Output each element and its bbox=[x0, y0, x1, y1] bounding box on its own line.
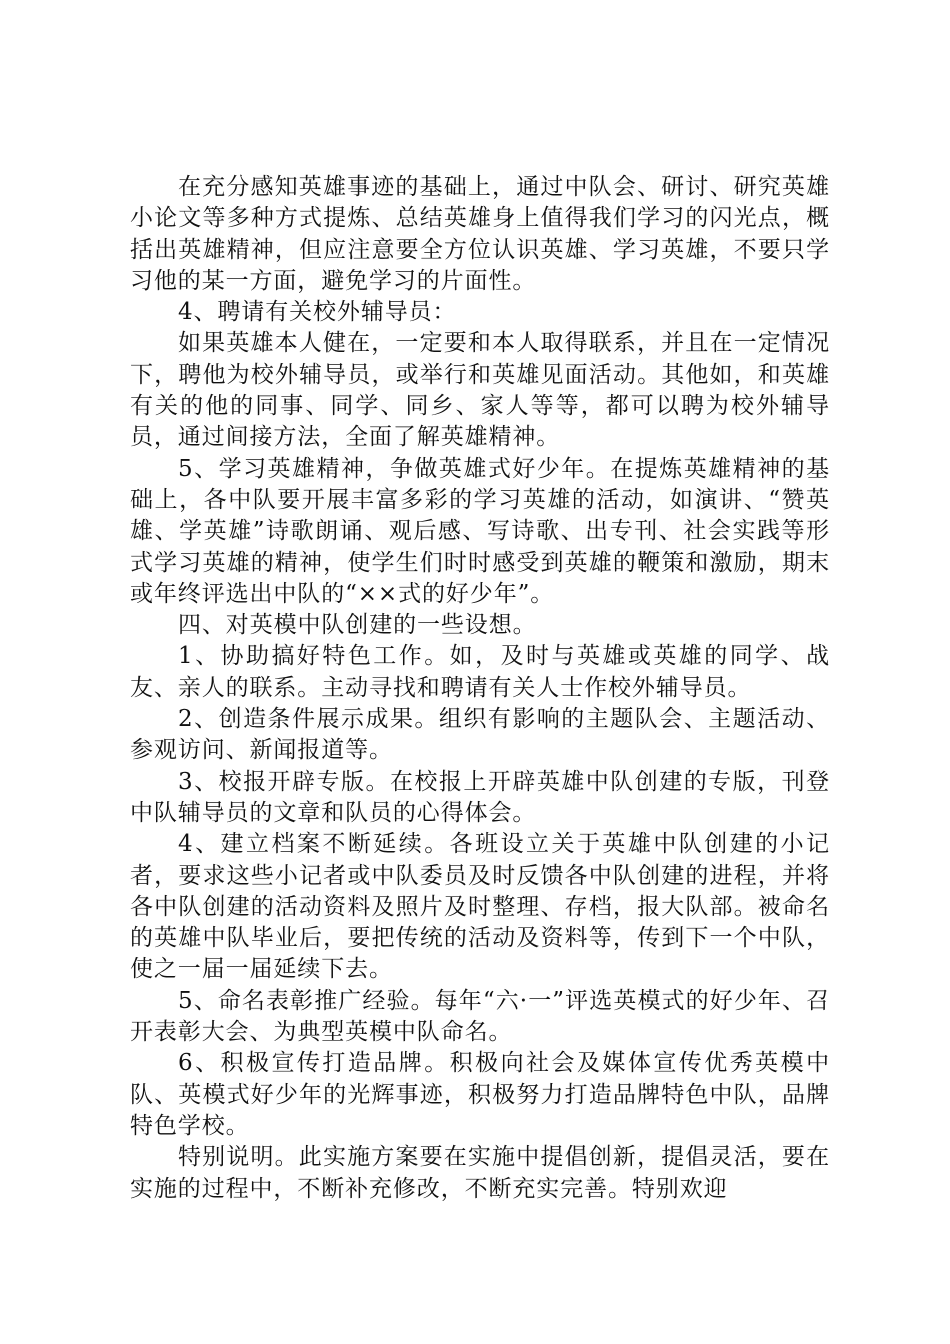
paragraph: 特别说明。此实施方案要在实施中提倡创新，提倡灵活，要在实施的过程中，不断补充修改，不断充实完善。特别欢迎 bbox=[130, 1144, 830, 1202]
paragraph: 5、学习英雄精神，争做英雄式好少年。在提炼英雄精神的基础上，各中队要开展丰富多彩的学习英雄的活动，如演讲、“赞英雄、学英雄”诗歌朗诵、观后感、写诗歌、出专刊、社会实践等形式学习英雄的精神，使学生们时时感受到英雄的鞭策和激励，期末或年终评选出中队的“××式的好少年”。 bbox=[130, 455, 830, 607]
paragraph: 5、命名表彰推广经验。每年“六·一”评选英模式的好少年、召开表彰大会、为典型英模中队命名。 bbox=[130, 987, 830, 1046]
section-heading: 四、对英模中队创建的一些设想。 bbox=[178, 612, 537, 639]
paragraph: 4、建立档案不断延续。各班设立关于英雄中队创建的小记者，要求这些小记者或中队委员及时反馈各中队创建的进程，并将各中队创建的活动资料及照片及时整理、存档，报大队部。被命名的英雄中队毕业后，要把传统的活动及资料等，传到下一个中队，使之一届一届延续下去。 bbox=[130, 831, 830, 983]
paragraph: 1、协助搞好特色工作。如，及时与英雄或英雄的同学、战友、亲人的联系。主动寻找和聘请有关人士作校外辅导员。 bbox=[130, 643, 830, 701]
paragraph: 3、校报开辟专版。在校报上开辟英雄中队创建的专版，刊登中队辅导员的文章和队员的心得体会。 bbox=[130, 768, 830, 826]
paragraph: 在充分感知英雄事迹的基础上，通过中队会、研讨、研究英雄小论文等多种方式提炼、总结英雄身上值得我们学习的闪光点，概括出英雄精神，但应注意要全方位认识英雄、学习英雄，不要只学习他的某一方面，避免学习的片面性。 bbox=[130, 174, 830, 294]
paragraph: 6、积极宣传打造品牌。积极向社会及媒体宣传优秀英模中队、英模式好少年的光辉事迹，积极努力打造品牌特色中队，品牌特色学校。 bbox=[130, 1050, 830, 1139]
document-body bbox=[130, 172, 830, 1205]
paragraph: 如果英雄本人健在，一定要和本人取得联系，并且在一定情况下，聘他为校外辅导员，或举行和英雄见面活动。其他如，和英雄有关的他的同事、同学、同乡、家人等等，都可以聘为校外辅导员，通过间接方法，全面了解英雄精神。 bbox=[130, 330, 830, 451]
paragraph: 4、聘请有关校外辅导员： bbox=[178, 299, 457, 326]
paragraph: 2、创造条件展示成果。组织有影响的主题队会、主题活动、参观访问、新闻报道等。 bbox=[130, 706, 830, 764]
